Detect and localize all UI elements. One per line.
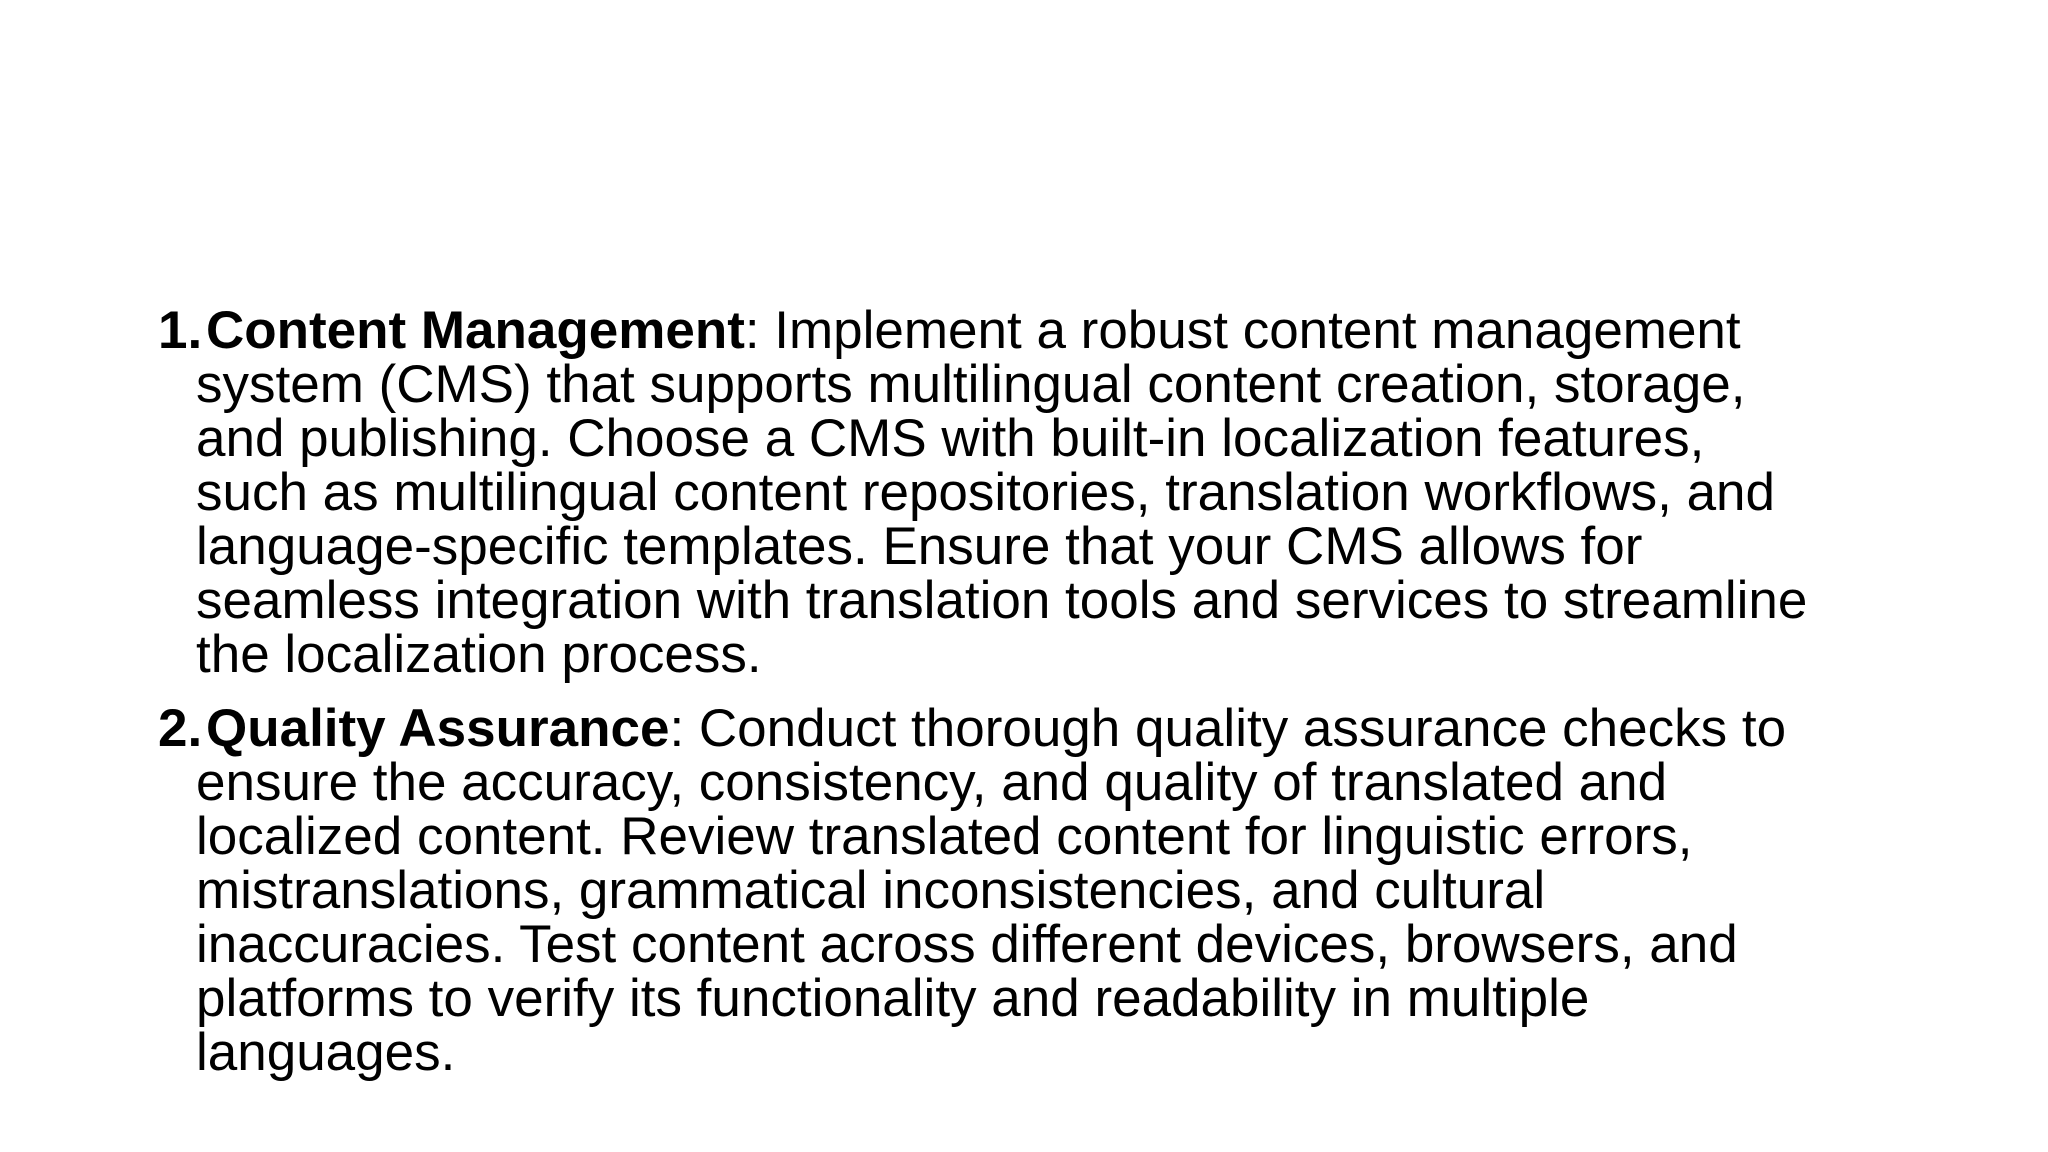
list-item-line: mistranslations, grammatical inconsistencies, and cultural [196, 861, 1546, 920]
list-item-first-line [206, 699, 1918, 758]
list-number: 1. [158, 301, 203, 360]
list-item-title: Content Management [206, 301, 745, 360]
list-item-line: system (CMS) that supports multilingual content creation, storage, [196, 355, 1746, 414]
list-item-title: Quality Assurance [206, 699, 670, 758]
list-item-line: and publishing. Choose a CMS with built-in localization features, [196, 409, 1705, 468]
list-item-line: language-specific templates. Ensure that your CMS allows for [196, 517, 1643, 576]
list-item-quality-assurance [158, 699, 1918, 1082]
list-item-line: : Implement a robust content management [744, 301, 1741, 360]
list-item-line: languages. [196, 1023, 456, 1082]
list-item-body [196, 301, 1918, 684]
list-item-line: : Conduct thorough quality assurance checks to [669, 699, 1787, 758]
list-item-line: ensure the accuracy, consistency, and quality of translated and [196, 753, 1668, 812]
list-item-content-management [158, 301, 1918, 684]
slide-content [158, 301, 1918, 1082]
list-item-line: seamless integration with translation tools and services to streamline [196, 571, 1808, 630]
list-item-first-line [206, 301, 1918, 360]
list-number: 2. [158, 699, 203, 758]
list-item-body [196, 699, 1918, 1082]
list-item-line: localized content. Review translated content for linguistic errors, [196, 807, 1693, 866]
list-item-line: platforms to verify its functionality and readability in multiple [196, 969, 1590, 1028]
list-item-line: such as multilingual content repositories, translation workflows, and [196, 463, 1776, 522]
list-item-line: inaccuracies. Test content across different devices, browsers, and [196, 915, 1738, 974]
numbered-list [158, 301, 1918, 1082]
list-item-line: the localization process. [196, 625, 762, 684]
